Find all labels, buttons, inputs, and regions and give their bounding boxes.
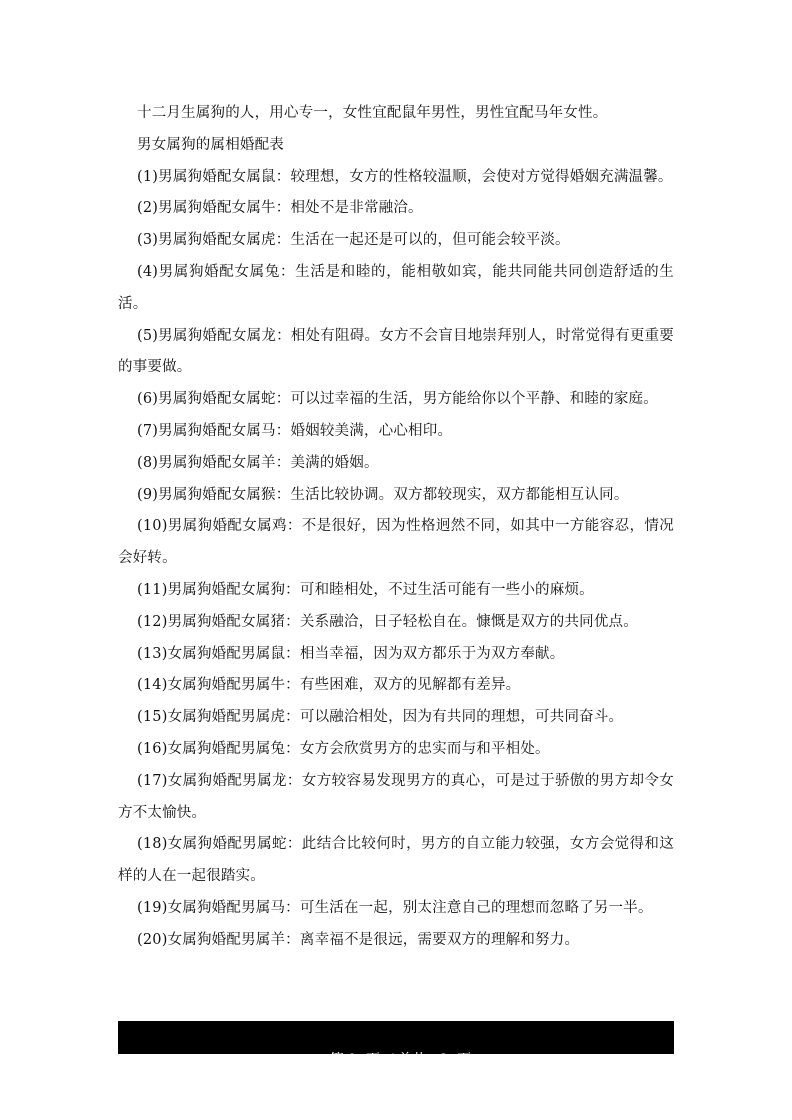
page-number-label: 第 2 页 / 总共 3 页 <box>329 1052 472 1068</box>
section-heading: 男女属狗的属相婚配表 <box>137 136 284 153</box>
list-item: (17)女属狗婚配男属龙：女方较容易发现男方的真心，可是过于骄傲的男方却令女方不太愉快。 <box>118 772 674 821</box>
list-item: (4)男属狗婚配女属兔：生活是和睦的，能相敬如宾，能共同能共同创造舒适的生活。 <box>118 263 674 312</box>
list-item: (19)女属狗婚配男属马：可生活在一起，别太注意自己的理想而忽略了另一半。 <box>137 899 653 916</box>
list-item: (10)男属狗婚配女属鸡：不是很好，因为性格迥然不同，如其中一方能容忍，情况会好转。 <box>118 518 674 567</box>
list-item: (18)女属狗婚配男属蛇：此结合比较何时，男方的自立能力较强，女方会觉得和这样的人在一起很踏实。 <box>118 836 674 885</box>
list-item: (9)男属狗婚配女属猴：生活比较协调。双方都较现实，双方都能相互认同。 <box>137 486 629 503</box>
page-footer <box>118 1021 674 1068</box>
list-item: (1)男属狗婚配女属鼠：较理想，女方的性格较温顺，会使对方觉得婚姻充满温馨。 <box>137 168 673 185</box>
list-item: (15)女属狗婚配男属虎：可以融洽相处，因为有共同的理想，可共同奋斗。 <box>137 709 624 726</box>
list-item: (6)男属狗婚配女属蛇：可以过幸福的生活，男方能给你以个平静、和睦的家庭。 <box>137 391 658 408</box>
list-item: (13)女属狗婚配男属鼠：相当幸福，因为双方都乐于为双方奉献。 <box>137 645 565 662</box>
list-item: (3)男属狗婚配女属虎：生活在一起还是可以的，但可能会较平淡。 <box>137 232 570 249</box>
list-item: (20)女属狗婚配男属羊：离幸福不是很远，需要双方的理解和努力。 <box>137 931 580 948</box>
list-item: (8)男属狗婚配女属羊：美满的婚姻。 <box>137 454 379 471</box>
list-item: (7)男属狗婚配女属马：婚姻较美满，心心相印。 <box>137 422 453 439</box>
list-item: (16)女属狗婚配男属兔：女方会欣赏男方的忠实而与和平相处。 <box>137 740 550 757</box>
paragraph: 十二月生属狗的人，用心专一，女性宜配鼠年男性，男性宜配马年女性。 <box>137 105 608 121</box>
list-item: (12)男属狗婚配女属猪：关系融洽，日子轻松自在。慷慨是双方的共同优点。 <box>137 613 638 630</box>
list-item: (11)男属狗婚配女属狗：可和睦相处，不过生活可能有一些小的麻烦。 <box>137 581 594 598</box>
document-body <box>118 98 674 957</box>
list-item: (5)男属狗婚配女属龙：相处有阻碍。女方不会盲目地崇拜别人，时常觉得有更重要的事要做。 <box>118 327 674 376</box>
list-item: (2)男属狗婚配女属牛：相处不是非常融洽。 <box>137 200 423 217</box>
list-item: (14)女属狗婚配男属牛：有些困难，双方的见解都有差异。 <box>137 677 521 694</box>
